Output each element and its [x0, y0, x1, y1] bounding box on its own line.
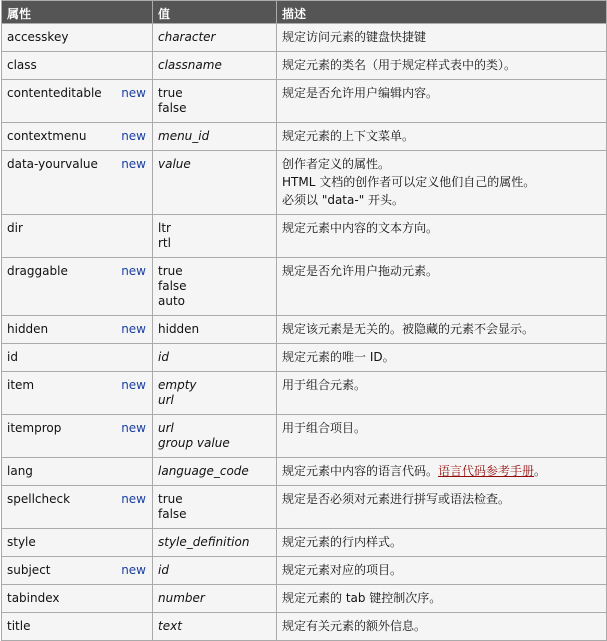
desc-line [282, 563, 602, 578]
desc-text: 用于组合项目。 [282, 421, 367, 435]
attr-name: tabindex [7, 591, 60, 605]
new-badge: new [121, 322, 146, 336]
value-item: value [158, 157, 191, 171]
desc-text: 规定元素的唯一 ID。 [282, 350, 395, 364]
value-item: true [158, 492, 183, 506]
attr-cell [2, 215, 153, 258]
value-cell [153, 123, 277, 151]
value-cell [153, 52, 277, 80]
desc-cell [277, 316, 607, 344]
value-cell [153, 585, 277, 613]
desc-cell [277, 258, 607, 316]
header-value: 值 [153, 1, 277, 24]
table-row [2, 372, 607, 415]
table-row [2, 215, 607, 258]
attr-cell [2, 372, 153, 415]
attr-name: style [7, 535, 36, 549]
attr-cell [2, 486, 153, 529]
value-cell [153, 372, 277, 415]
table-row [2, 151, 607, 215]
new-badge: new [121, 378, 146, 392]
table-row [2, 80, 607, 123]
value-item: classname [158, 58, 222, 72]
value-item: hidden [158, 322, 200, 336]
attr-cell [2, 458, 153, 486]
attr-name: subject [7, 563, 51, 577]
new-badge: new [121, 421, 146, 435]
desc-line [282, 129, 602, 144]
attr-cell [2, 557, 153, 585]
value-item: language_code [158, 464, 249, 478]
desc-text: 规定该元素是无关的。被隐藏的元素不会显示。 [282, 322, 535, 336]
desc-cell [277, 372, 607, 415]
desc-line [282, 492, 602, 507]
value-cell [153, 486, 277, 529]
attr-name: class [7, 58, 37, 72]
attr-name: dir [7, 221, 23, 235]
desc-line [282, 421, 602, 436]
desc-line [282, 30, 602, 45]
desc-line [282, 350, 602, 365]
table-row [2, 258, 607, 316]
attr-name: item [7, 378, 35, 392]
desc-text: 规定是否允许用户拖动元素。 [282, 264, 439, 278]
value-item: empty [158, 378, 197, 392]
desc-text: 规定元素的行内样式。 [282, 535, 403, 549]
attr-cell [2, 415, 153, 458]
desc-cell [277, 151, 607, 215]
value-cell [153, 24, 277, 52]
desc-line [282, 86, 602, 101]
attr-name: data-yourvalue [7, 157, 98, 171]
value-item: group value [158, 436, 230, 450]
value-item: false [158, 101, 187, 115]
value-item: url [158, 393, 174, 407]
table-row [2, 486, 607, 529]
new-badge: new [121, 157, 146, 171]
desc-cell [277, 557, 607, 585]
table-row [2, 613, 607, 641]
desc-cell [277, 215, 607, 258]
attr-cell [2, 80, 153, 123]
attr-name: contextmenu [7, 129, 87, 143]
attr-name: spellcheck [7, 492, 71, 506]
desc-cell [277, 344, 607, 372]
value-item: character [158, 30, 216, 44]
desc-line [282, 264, 602, 279]
value-item: style_definition [158, 535, 250, 549]
desc-cell [277, 529, 607, 557]
desc-text: 规定访问元素的键盘快捷键 [282, 30, 427, 44]
desc-line [282, 535, 602, 550]
value-cell [153, 557, 277, 585]
desc-text: HTML 文档的创作者可以定义他们自己的属性。 [282, 175, 536, 189]
attr-name: id [7, 350, 18, 364]
attr-cell [2, 258, 153, 316]
value-cell [153, 613, 277, 641]
value-cell [153, 215, 277, 258]
table-row [2, 123, 607, 151]
value-item: auto [158, 294, 186, 308]
value-item: false [158, 279, 187, 293]
table-row [2, 316, 607, 344]
desc-cell [277, 415, 607, 458]
table-row [2, 529, 607, 557]
value-cell [153, 80, 277, 123]
desc-line [282, 157, 602, 172]
desc-text: 规定元素的类名（用于规定样式表中的类）。 [282, 58, 517, 72]
attr-cell [2, 585, 153, 613]
value-cell [153, 344, 277, 372]
value-item: url [158, 421, 174, 435]
attr-name: contenteditable [7, 86, 102, 100]
desc-text: 用于组合元素。 [282, 378, 367, 392]
table-row [2, 585, 607, 613]
header-attr: 属性 [2, 1, 153, 24]
value-cell [153, 458, 277, 486]
desc-line [282, 322, 602, 337]
value-cell [153, 258, 277, 316]
desc-cell [277, 24, 607, 52]
desc-line [282, 193, 602, 208]
desc-text: 规定是否允许用户编辑内容。 [282, 86, 439, 100]
value-item: false [158, 507, 187, 521]
attr-name: draggable [7, 264, 68, 278]
table-row [2, 24, 607, 52]
language-code-reference-link[interactable]: 语言代码参考手册 [438, 464, 535, 478]
value-item: id [158, 350, 169, 364]
attr-name: lang [7, 464, 33, 478]
desc-cell [277, 52, 607, 80]
desc-cell [277, 585, 607, 613]
header-row [2, 1, 607, 24]
desc-line [282, 619, 602, 634]
desc-text: 规定元素的 tab 键控制次序。 [282, 591, 442, 605]
new-badge: new [121, 129, 146, 143]
attr-name: itemprop [7, 421, 62, 435]
attributes-table [1, 0, 607, 641]
attr-cell [2, 123, 153, 151]
value-item: rtl [158, 236, 171, 250]
value-cell [153, 316, 277, 344]
table-row [2, 344, 607, 372]
value-item: id [158, 563, 169, 577]
desc-cell [277, 486, 607, 529]
desc-cell [277, 123, 607, 151]
value-cell [153, 151, 277, 215]
desc-line [282, 221, 602, 236]
attr-cell [2, 529, 153, 557]
new-badge: new [121, 563, 146, 577]
value-item: text [158, 619, 182, 633]
value-item: true [158, 264, 183, 278]
header-desc: 描述 [277, 1, 607, 24]
attr-cell [2, 613, 153, 641]
desc-text: 必须以 "data-" 开头。 [282, 193, 405, 207]
new-badge: new [121, 264, 146, 278]
attr-cell [2, 151, 153, 215]
attr-cell [2, 344, 153, 372]
desc-text: 规定元素中内容的语言代码。 [282, 464, 439, 478]
attr-cell [2, 52, 153, 80]
new-badge: new [121, 492, 146, 506]
attr-name: accesskey [7, 30, 69, 44]
table-row [2, 458, 607, 486]
desc-text: 规定是否必须对元素进行拼写或语法检查。 [282, 492, 511, 506]
attr-cell [2, 316, 153, 344]
desc-cell [277, 613, 607, 641]
desc-line [282, 591, 602, 606]
desc-text: 规定元素的上下文菜单。 [282, 129, 415, 143]
value-item: number [158, 591, 205, 605]
desc-text: 规定元素中内容的文本方向。 [282, 221, 439, 235]
attr-name: hidden [7, 322, 49, 336]
table-row [2, 557, 607, 585]
table-row [2, 52, 607, 80]
desc-text: 创作者定义的属性。 [282, 157, 391, 171]
desc-cell [277, 80, 607, 123]
value-item: ltr [158, 221, 171, 235]
desc-cell [277, 458, 607, 486]
desc-line [282, 464, 602, 479]
desc-line [282, 175, 602, 190]
desc-line [282, 58, 602, 73]
desc-line [282, 378, 602, 393]
attr-cell [2, 24, 153, 52]
desc-text: 规定元素对应的项目。 [282, 563, 403, 577]
desc-text: 规定有关元素的额外信息。 [282, 619, 427, 633]
desc-punct: 。 [534, 464, 547, 478]
new-badge: new [121, 86, 146, 100]
attr-name: title [7, 619, 31, 633]
table-row [2, 415, 607, 458]
value-cell [153, 415, 277, 458]
value-cell [153, 529, 277, 557]
value-item: menu_id [158, 129, 210, 143]
table-body [2, 24, 607, 641]
value-item: true [158, 86, 183, 100]
